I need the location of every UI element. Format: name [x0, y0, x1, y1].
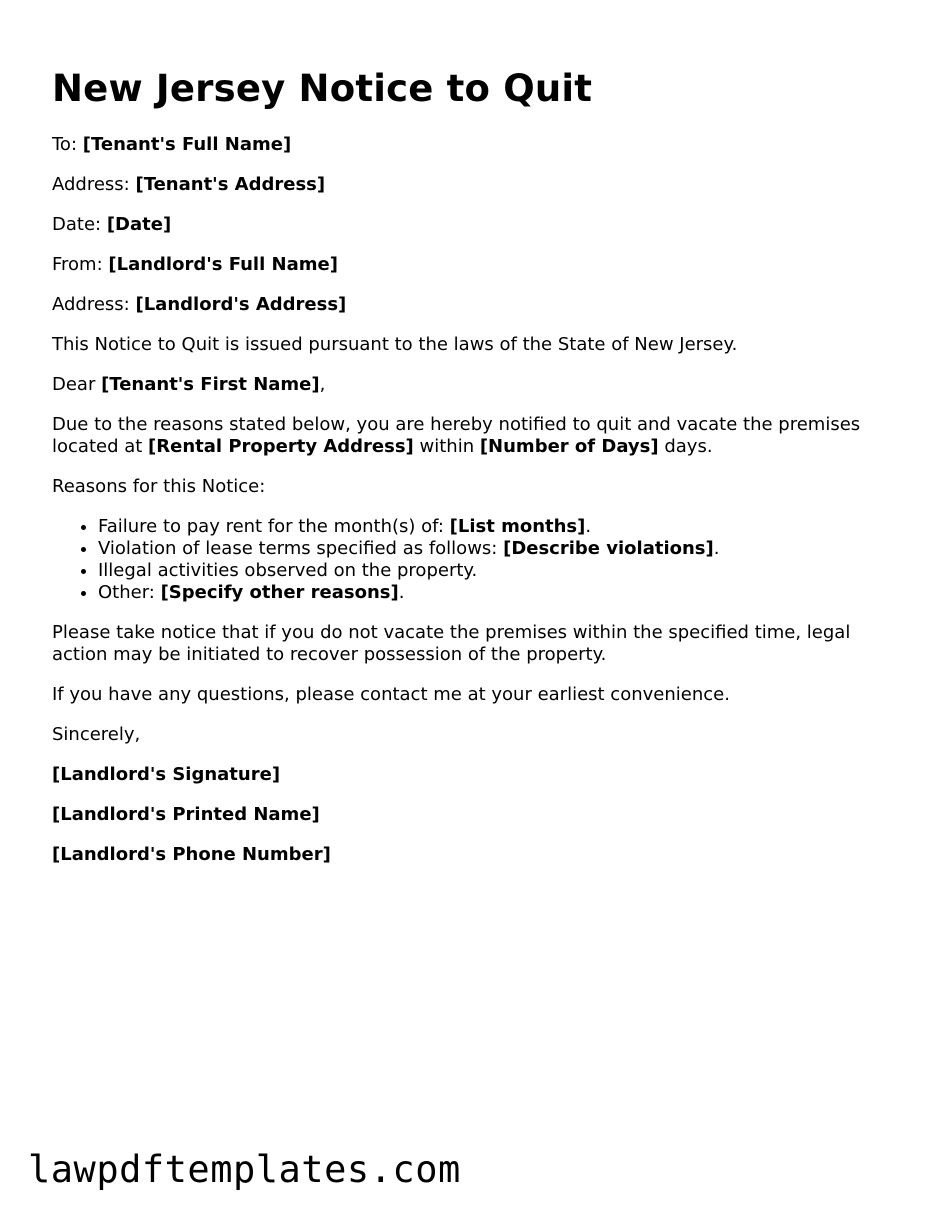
landlord-phone-text: [Landlord's Phone Number] [52, 844, 331, 865]
list-months-field: [List months] [449, 516, 586, 537]
landlord-full-name-field: [Landlord's Full Name] [108, 254, 338, 275]
from-label: From: [52, 254, 109, 275]
reason-item [98, 582, 892, 604]
tenant-address-label: Address: [52, 174, 136, 195]
to-line [52, 134, 892, 156]
tenant-address-line [52, 174, 892, 196]
notice-text-3: days. [658, 436, 713, 457]
date-line [52, 214, 892, 236]
landlord-phone-field [52, 844, 892, 866]
date-label: Date: [52, 214, 107, 235]
landlord-signature-text: [Landlord's Signature] [52, 764, 281, 785]
closing: Sincerely, [52, 724, 141, 745]
tenant-address-field: [Tenant's Address] [135, 174, 326, 195]
landlord-address-line [52, 294, 892, 316]
contact-paragraph: If you have any questions, please contact me at your earliest convenience. [52, 684, 730, 705]
reason-item [98, 516, 892, 538]
reason-suffix: . [585, 516, 592, 537]
greeting-suffix: , [319, 374, 326, 395]
from-line [52, 254, 892, 276]
rental-property-address-field: [Rental Property Address] [148, 436, 414, 457]
watermark: lawpdftemplates.com [28, 1148, 461, 1191]
document [52, 66, 892, 884]
statement-paragraph: This Notice to Quit is issued pursuant to the laws of the State of New Jersey. [52, 334, 738, 355]
reason-text: Violation of lease terms specified as follows: [98, 538, 504, 559]
reason-text: Other: [98, 582, 161, 603]
landlord-signature-field [52, 764, 892, 786]
landlord-printed-name-text: [Landlord's Printed Name] [52, 804, 320, 825]
reason-text: Failure to pay rent for the month(s) of: [98, 516, 450, 537]
warning-paragraph: Please take notice that if you do not vacate the premises within the specified time, legal action may be initiated to recover possession of the property. [52, 622, 851, 665]
reason-suffix: . [713, 538, 720, 559]
landlord-address-field: [Landlord's Address] [135, 294, 347, 315]
reason-item [98, 538, 892, 560]
document-title: New Jersey Notice to Quit [52, 67, 593, 110]
number-of-days-field: [Number of Days] [479, 436, 659, 457]
describe-violations-field: [Describe violations] [503, 538, 714, 559]
reason-suffix: . [398, 582, 405, 603]
notice-paragraph [52, 414, 892, 458]
specify-other-reasons-field: [Specify other reasons] [160, 582, 399, 603]
landlord-address-label: Address: [52, 294, 136, 315]
greeting-prefix: Dear [52, 374, 102, 395]
notice-text-1: Due to the reasons stated below, you are hereby notified to quit and vacate the premises located at [52, 414, 861, 457]
greeting-line [52, 374, 892, 396]
landlord-printed-name-field [52, 804, 892, 826]
date-field: [Date] [106, 214, 172, 235]
to-label: To: [52, 134, 83, 155]
reason-item [98, 560, 892, 582]
tenant-full-name-field: [Tenant's Full Name] [82, 134, 292, 155]
notice-text-2: within [413, 436, 480, 457]
tenant-first-name-field: [Tenant's First Name] [101, 374, 320, 395]
reason-text: Illegal activities observed on the property. [98, 560, 478, 581]
reasons-heading: Reasons for this Notice: [52, 476, 266, 497]
signature-block [52, 724, 892, 866]
reasons-list [52, 516, 892, 604]
